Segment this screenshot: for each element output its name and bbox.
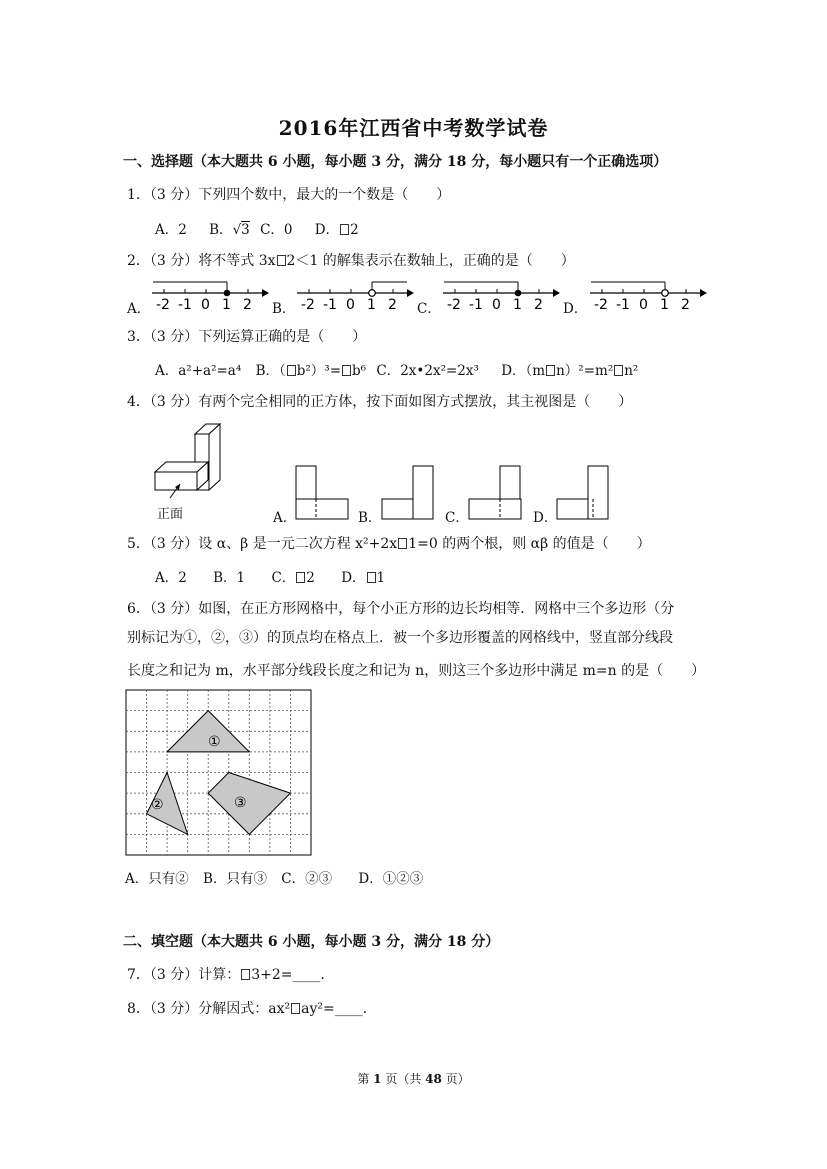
q1-option-a: A．2 <box>155 222 187 238</box>
q1-option-b-label: B． <box>209 222 233 238</box>
tick-label: -1 <box>323 297 337 313</box>
unknown-glyph-box <box>398 538 407 549</box>
q2-stem-part2: 2＜1 的解集表示在数轴上，正确的是（ ） <box>286 253 575 269</box>
unknown-glyph-box <box>614 365 623 376</box>
q3-option-d-part3: n² <box>624 363 639 379</box>
front-view-label: 正面 <box>157 507 184 522</box>
q5-option-d-value: 1 <box>376 570 386 586</box>
q8-stem-part2: ay²=____． <box>301 1001 377 1017</box>
unknown-glyph-box <box>291 1003 300 1014</box>
q6-option-a: A．只有② <box>125 871 189 887</box>
number-line-b <box>295 278 415 314</box>
tick-label: 1 <box>367 297 376 313</box>
q1-option-d-label: D． <box>314 222 340 238</box>
q6-option-c: C．②③ <box>281 871 333 887</box>
tick-label: 2 <box>243 297 252 313</box>
q5-option-b: B．1 <box>213 570 246 586</box>
total-page-count: 48 <box>425 1072 442 1086</box>
q1-option-d-value: 2 <box>350 222 359 238</box>
q1-option-b-radicand: 3 <box>241 222 250 238</box>
question-8 <box>127 998 377 1018</box>
tick-label: 2 <box>388 297 397 313</box>
tick-label: 1 <box>660 297 669 313</box>
question-6-line-2: 别标记为①，②，③）的顶点均在格点上．被一个多边形覆盖的网格线中，竖直部分线段 <box>127 630 673 646</box>
question-1-options <box>155 218 359 238</box>
tick-label: -1 <box>178 297 192 313</box>
q3-option-d-part2: n）²=m² <box>556 363 614 379</box>
question-5-stem <box>127 533 651 553</box>
sqrt-sign: √ <box>232 222 242 238</box>
tick-label: -1 <box>616 297 630 313</box>
current-page-number: 1 <box>373 1072 382 1086</box>
question-3-options <box>155 359 638 379</box>
tick-label: 2 <box>681 297 690 313</box>
polygon-1-marker: ① <box>208 734 221 750</box>
question-7 <box>127 964 335 984</box>
q4-option-c-label: C． <box>445 510 469 526</box>
q2-option-a-label: A． <box>127 301 151 317</box>
section-2-heading: 二、填空题（本大题共 6 小题，每小题 3 分，满分 18 分） <box>123 934 500 950</box>
q5-option-c-label: C． <box>271 570 296 586</box>
q5-option-a: A．2 <box>155 570 187 586</box>
tick-label: -1 <box>469 297 483 313</box>
unknown-glyph-box <box>340 224 349 235</box>
tick-label: 0 <box>492 297 501 313</box>
q4-option-b-figure <box>381 465 435 521</box>
q4-option-b-label: B． <box>358 510 382 526</box>
unknown-glyph-box <box>241 969 250 980</box>
q7-stem-part2: 3+2=____． <box>251 967 335 983</box>
page-footer <box>0 1070 827 1087</box>
q5-option-d-label: D． <box>341 570 366 586</box>
question-3-stem: 3．（3 分）下列运算正确的是（ ） <box>127 329 367 345</box>
q6-option-b: B．只有③ <box>203 871 267 887</box>
q7-stem-part1: 7．（3 分）计算： <box>127 967 241 983</box>
q8-stem-part1: 8．（3 分）分解因式：ax² <box>127 1001 291 1017</box>
q4-option-d-label: D． <box>533 510 558 526</box>
question-1-stem: 1．（3 分）下列四个数中，最大的一个数是（ ） <box>127 187 451 203</box>
unknown-glyph-box <box>367 572 376 583</box>
number-line-c <box>441 278 561 314</box>
question-4-stem: 4．（3 分）有两个完全相同的正方体，按下面如图方式摆放，其主视图是（ ） <box>127 394 633 410</box>
tick-label: 0 <box>201 297 210 313</box>
q4-option-a-figure <box>295 465 349 521</box>
q3-option-b-part2: b²）³= <box>296 363 342 379</box>
question-6-line-1: 6．（3 分）如图，在正方形网格中，每个小正方形的边长均相等．网格中三个多边形（分 <box>127 601 675 617</box>
unknown-glyph-box <box>287 365 296 376</box>
q4-option-c-figure <box>468 465 522 521</box>
tick-label: 2 <box>534 297 543 313</box>
unknown-glyph-box <box>296 572 305 583</box>
question-2-stem <box>127 250 575 270</box>
tick-label: 1 <box>513 297 522 313</box>
q3-option-b-part1: B．（ <box>255 363 286 379</box>
question-6-line-3: 长度之和记为 m，水平部分线段长度之和记为 n，则这三个多边形中满足 m=n 的是（ ） <box>127 663 706 679</box>
page-title: 2016年江西省中考数学试卷 <box>278 116 549 140</box>
number-line-a <box>150 278 270 314</box>
section-1-heading: 一、选择题（本大题共 6 小题，每小题 3 分，满分 18 分，每小题只有一个正确选项） <box>123 154 668 170</box>
footer-prefix: 第 <box>357 1072 374 1086</box>
cube-arrangement-figure <box>150 412 230 502</box>
tick-label: 1 <box>222 297 231 313</box>
q3-option-d-part1: D．（m <box>501 363 546 379</box>
q6-option-d: D．①②③ <box>358 871 424 887</box>
tick-label: 0 <box>346 297 355 313</box>
q2-option-c-label: C． <box>417 301 441 317</box>
q4-option-d-figure <box>556 465 610 521</box>
tick-label: -2 <box>301 297 315 313</box>
polygon-2-marker: ② <box>151 797 164 813</box>
q4-option-a-label: A． <box>273 510 297 526</box>
q2-option-d-label: D． <box>563 301 588 317</box>
square-grid-figure <box>125 689 315 857</box>
q5-stem-part2: 1=0 的两个根，则 αβ 的值是（ ） <box>408 536 651 552</box>
q3-option-c: C．2x•2x²=2x³ <box>376 363 479 379</box>
unknown-glyph-box <box>546 365 555 376</box>
q5-stem-part1: 5．（3 分）设 α、β 是一元二次方程 x²+2x <box>127 536 398 552</box>
tick-label: -2 <box>594 297 608 313</box>
number-line-d <box>588 278 708 314</box>
footer-middle: 页（共 <box>381 1072 426 1086</box>
q5-option-c-value: 2 <box>306 570 315 586</box>
q3-option-b-part3: b⁶ <box>352 363 367 379</box>
q2-stem-part1: 2．（3 分）将不等式 3x <box>127 253 276 269</box>
polygon-3-marker: ③ <box>234 795 247 811</box>
tick-label: 0 <box>639 297 648 313</box>
question-5-options <box>155 566 385 586</box>
unknown-glyph-box <box>342 365 351 376</box>
q2-option-b-label: B． <box>272 301 296 317</box>
unknown-glyph-box <box>277 255 286 266</box>
q3-option-a: A．a²+a²=a⁴ <box>155 363 242 379</box>
q1-option-c: C．0 <box>260 222 293 238</box>
footer-suffix: 页） <box>441 1072 470 1086</box>
tick-label: -2 <box>447 297 461 313</box>
tick-label: -2 <box>156 297 170 313</box>
question-6-options <box>125 867 423 887</box>
